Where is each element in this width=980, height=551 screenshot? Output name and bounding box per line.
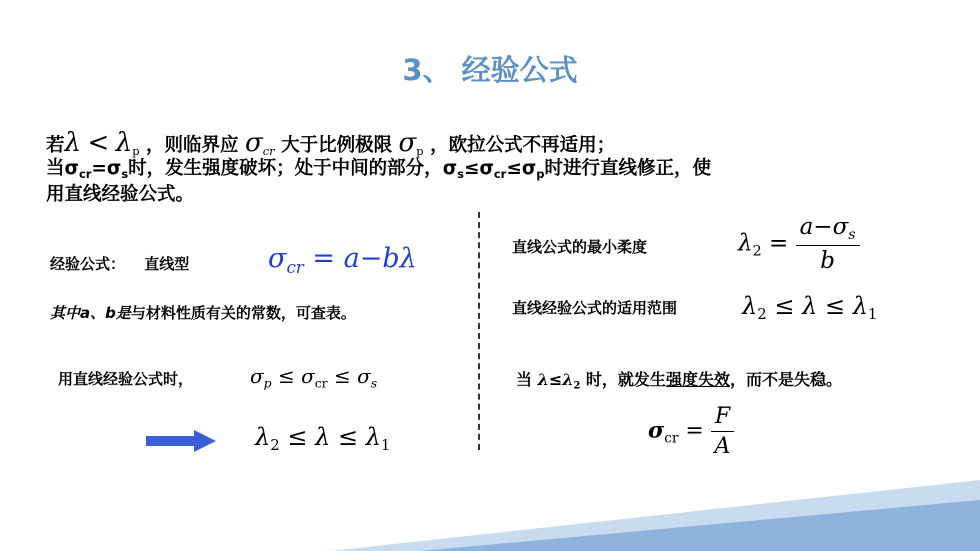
le-sign: ≤ — [287, 423, 308, 451]
lambda-symbol: λ — [562, 370, 574, 389]
note-ab: 其中a、b是 — [50, 304, 131, 322]
sigma-symbol: σ — [357, 364, 371, 388]
constants-note — [50, 302, 356, 323]
equals-sign: = — [768, 230, 789, 257]
lambda-symbol: λ — [399, 243, 417, 274]
minus-sign: − — [813, 214, 833, 240]
arrow-right-icon — [146, 430, 216, 452]
sigma-symbol: σ — [64, 158, 79, 179]
subscript: cr — [286, 256, 304, 277]
le-sign: ≤ — [774, 292, 795, 320]
subscript: 2 — [573, 380, 581, 392]
numerator — [796, 214, 860, 246]
subscript: s — [121, 167, 129, 181]
dashed-divider — [478, 212, 480, 450]
le-sign: ≤ — [824, 292, 846, 320]
subscript: 1 — [380, 436, 391, 455]
formula-label-text: 经验公式： — [50, 255, 126, 273]
coef-a: a — [799, 214, 814, 240]
minus-sign: − — [359, 243, 383, 274]
subscript: 1 — [867, 305, 878, 324]
subscript: s — [370, 375, 378, 391]
sigma-symbol: σ — [648, 417, 665, 444]
subscript: p — [263, 375, 272, 391]
note-rest: 与材料性质有关的常数，可查表。 — [130, 304, 356, 322]
subscript: cr — [78, 167, 92, 181]
subscript: cr — [664, 430, 679, 447]
lambda-symbol: λ — [537, 370, 549, 389]
denominator: A — [714, 434, 731, 459]
sigma-symbol: σ — [301, 364, 315, 388]
subscript: cr — [314, 375, 328, 391]
lambda-symbol: λ — [852, 292, 868, 320]
sigma-symbol: σ — [479, 158, 494, 179]
numerator: F — [711, 404, 734, 432]
intro-text: 时进行直线修正，使 — [544, 158, 712, 179]
fraction — [796, 214, 860, 274]
coef-b: b — [382, 243, 400, 274]
lambda-symbol: λ — [64, 128, 81, 158]
sigma-symbol: σ — [832, 214, 849, 240]
linear-formula — [268, 243, 417, 277]
stress-formula — [648, 404, 734, 459]
lambda-symbol: λ — [365, 423, 381, 451]
le-sign: ≤ — [506, 158, 522, 179]
subscript: p — [536, 167, 545, 181]
range-label: 直线经验公式的适用范围 — [512, 299, 678, 317]
failure-text: 时，就发生 — [585, 370, 666, 389]
intro-line-2 — [46, 156, 946, 182]
intro-paragraph — [46, 130, 946, 208]
intro-text: 当 — [46, 158, 65, 179]
subscript: cr — [493, 167, 507, 181]
sigma-symbol: σ — [244, 128, 263, 158]
intro-text: ，则临界应 — [145, 135, 239, 156]
lambda-symbol: λ — [315, 423, 331, 451]
subscript: 2 — [752, 243, 762, 260]
intro-line-1 — [46, 130, 946, 156]
lambda-symbol: λ — [255, 423, 271, 451]
subscript: s — [457, 167, 464, 181]
formula-type: 直线型 — [144, 255, 190, 273]
le-sign: ≤ — [277, 364, 295, 388]
sigma-symbol: σ — [268, 243, 287, 274]
intro-text: 若 — [46, 135, 65, 156]
equals-sign: = — [91, 158, 107, 179]
failure-text: 当 — [516, 370, 533, 389]
sigma-symbol: σ — [250, 364, 264, 388]
result-range — [255, 423, 390, 454]
fraction — [711, 404, 734, 459]
lambda-symbol: λ — [115, 128, 133, 158]
le-sign: ≤ — [333, 364, 351, 388]
intro-text: 时，发生强度破坏；处于中间的部分， — [128, 158, 443, 179]
use-label: 用直线经验公式时， — [58, 370, 194, 388]
coef-a: a — [343, 243, 360, 274]
lambda-symbol: λ — [802, 292, 818, 320]
subscript: 2 — [757, 305, 767, 324]
subscript: p — [132, 144, 140, 158]
less-than-sign: < — [87, 128, 110, 158]
subscript: p — [416, 144, 424, 158]
denominator: b — [820, 247, 835, 274]
intro-text: 大于比例极限 — [281, 135, 393, 156]
subscript: s — [848, 226, 856, 243]
intro-text: ，欧拉公式不再适用； — [430, 135, 616, 156]
sigma-symbol: σ — [442, 158, 458, 179]
min-slenderness-label: 直线公式的最小柔度 — [512, 238, 648, 256]
le-sign: ≤ — [337, 423, 359, 451]
failure-statement — [516, 367, 842, 391]
le-sign: ≤ — [548, 370, 563, 389]
sigma-symbol: σ — [398, 128, 417, 158]
equals-sign: = — [312, 243, 336, 274]
min-slenderness-formula — [738, 214, 860, 274]
applicable-range — [742, 292, 877, 323]
subscript: cr — [262, 144, 275, 158]
le-sign: ≤ — [463, 158, 480, 179]
intro-line-3: 用直线经验公式。 — [46, 184, 195, 205]
lambda-symbol: λ — [742, 292, 758, 320]
sigma-symbol: σ — [106, 158, 122, 179]
formula-label — [50, 253, 189, 274]
failure-underlined: 强度失效 — [665, 370, 730, 389]
equals-sign: = — [685, 418, 704, 444]
sigma-symbol: σ — [521, 158, 537, 179]
subscript: 2 — [270, 436, 280, 455]
use-condition — [250, 364, 377, 390]
page-title: 3、 经验公式 — [402, 53, 578, 87]
lambda-symbol: λ — [738, 230, 753, 257]
failure-text: ，而不是失稳。 — [729, 370, 842, 389]
